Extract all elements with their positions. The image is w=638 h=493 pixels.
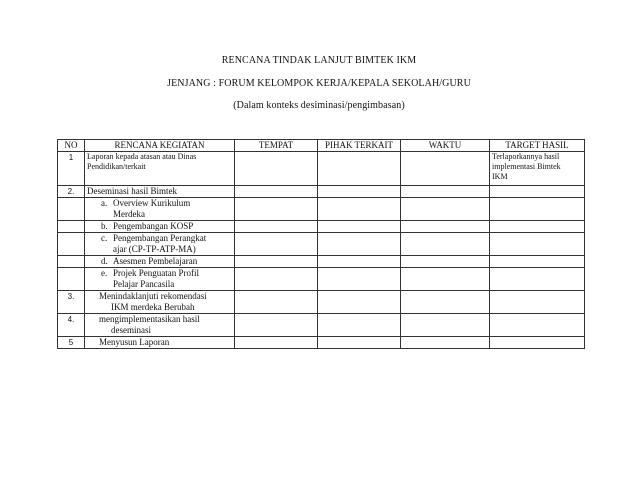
- kegiatan-cell: [85, 233, 235, 256]
- kegiatan-cell: [85, 337, 235, 349]
- kegiatan-text: Overview Kurikulum: [113, 198, 191, 208]
- kegiatan-text: Menindaklanjuti rekomendasi: [99, 291, 207, 301]
- document-subtitle-jenjang: JENJANG : FORUM KELOMPOK KERJA/KEPALA SEKOLAH/GURU: [167, 78, 471, 89]
- table-row: [58, 314, 585, 337]
- pihak-terkait-cell: [318, 152, 401, 186]
- table-row: [58, 186, 585, 198]
- kegiatan-text: Merdeka: [113, 209, 145, 219]
- kegiatan-cell: [85, 152, 235, 186]
- table-row: [58, 291, 585, 314]
- table-row: [58, 221, 585, 233]
- row-number: 5: [58, 337, 85, 349]
- column-header-pihak-terkait: PIHAK TERKAIT: [318, 140, 401, 152]
- kegiatan-text: mengimplementasikan hasil: [99, 314, 200, 324]
- table-header-row: [58, 140, 585, 152]
- kegiatan-cell: Deseminasi hasil Bimtek: [85, 186, 235, 198]
- row-number: 1: [58, 152, 85, 186]
- kegiatan-text: deseminasi: [111, 325, 151, 335]
- row-number: 4.: [58, 314, 85, 337]
- kegiatan-text: Projek Penguatan Profil: [113, 268, 199, 278]
- table-row: [58, 268, 585, 291]
- row-number: 3.: [58, 291, 85, 314]
- tempat-cell: [235, 152, 318, 186]
- document-context-note: (Dalam konteks desiminasi/pengimbasan): [233, 100, 405, 111]
- target-hasil-cell: [490, 152, 585, 186]
- kegiatan-text: Pendidikan/terkait: [87, 162, 146, 171]
- kegiatan-text: Pengembangan KOSP: [113, 221, 194, 231]
- rencana-tindak-lanjut-table: [57, 139, 585, 349]
- column-header-no: NO: [58, 140, 85, 152]
- column-header-target-hasil: TARGET HASIL: [490, 140, 585, 152]
- kegiatan-cell: [85, 314, 235, 337]
- kegiatan-text: Pelajar Pancasila: [113, 279, 175, 289]
- kegiatan-text: ajar (CP-TP-ATP-MA): [113, 244, 196, 254]
- column-header-waktu: WAKTU: [401, 140, 490, 152]
- table-row: [58, 198, 585, 221]
- kegiatan-cell: [85, 221, 235, 233]
- column-header-tempat: TEMPAT: [235, 140, 318, 152]
- kegiatan-text: Asesmen Pembelajaran: [113, 256, 198, 266]
- target-text: Terlaporkannya hasil: [492, 152, 560, 161]
- list-letter: c.: [101, 233, 108, 243]
- document-title: RENCANA TINDAK LANJUT BIMTEK IKM: [221, 55, 417, 66]
- kegiatan-cell: [85, 268, 235, 291]
- table-row: [58, 256, 585, 268]
- kegiatan-cell: [85, 291, 235, 314]
- kegiatan-cell: [85, 198, 235, 221]
- column-header-rencana-kegiatan: RENCANA KEGIATAN: [85, 140, 235, 152]
- list-letter: e.: [101, 268, 108, 278]
- table-row: [58, 337, 585, 349]
- table-row: [58, 152, 585, 186]
- list-letter: b.: [101, 221, 108, 231]
- kegiatan-text: IKM merdeka Berubah: [111, 302, 195, 312]
- list-letter: a.: [101, 198, 108, 208]
- row-number: 2.: [58, 186, 85, 198]
- target-text: IKM: [492, 172, 508, 181]
- kegiatan-text: Menyusun Laporan: [99, 337, 170, 347]
- kegiatan-text: Laporan kepada atasan atau Dinas: [87, 152, 197, 161]
- target-text: implementasi Bimtek: [492, 162, 561, 171]
- kegiatan-cell: [85, 256, 235, 268]
- table-row: [58, 233, 585, 256]
- list-letter: d.: [101, 256, 108, 266]
- kegiatan-text: Pengembangan Perangkat: [113, 233, 207, 243]
- waktu-cell: [401, 152, 490, 186]
